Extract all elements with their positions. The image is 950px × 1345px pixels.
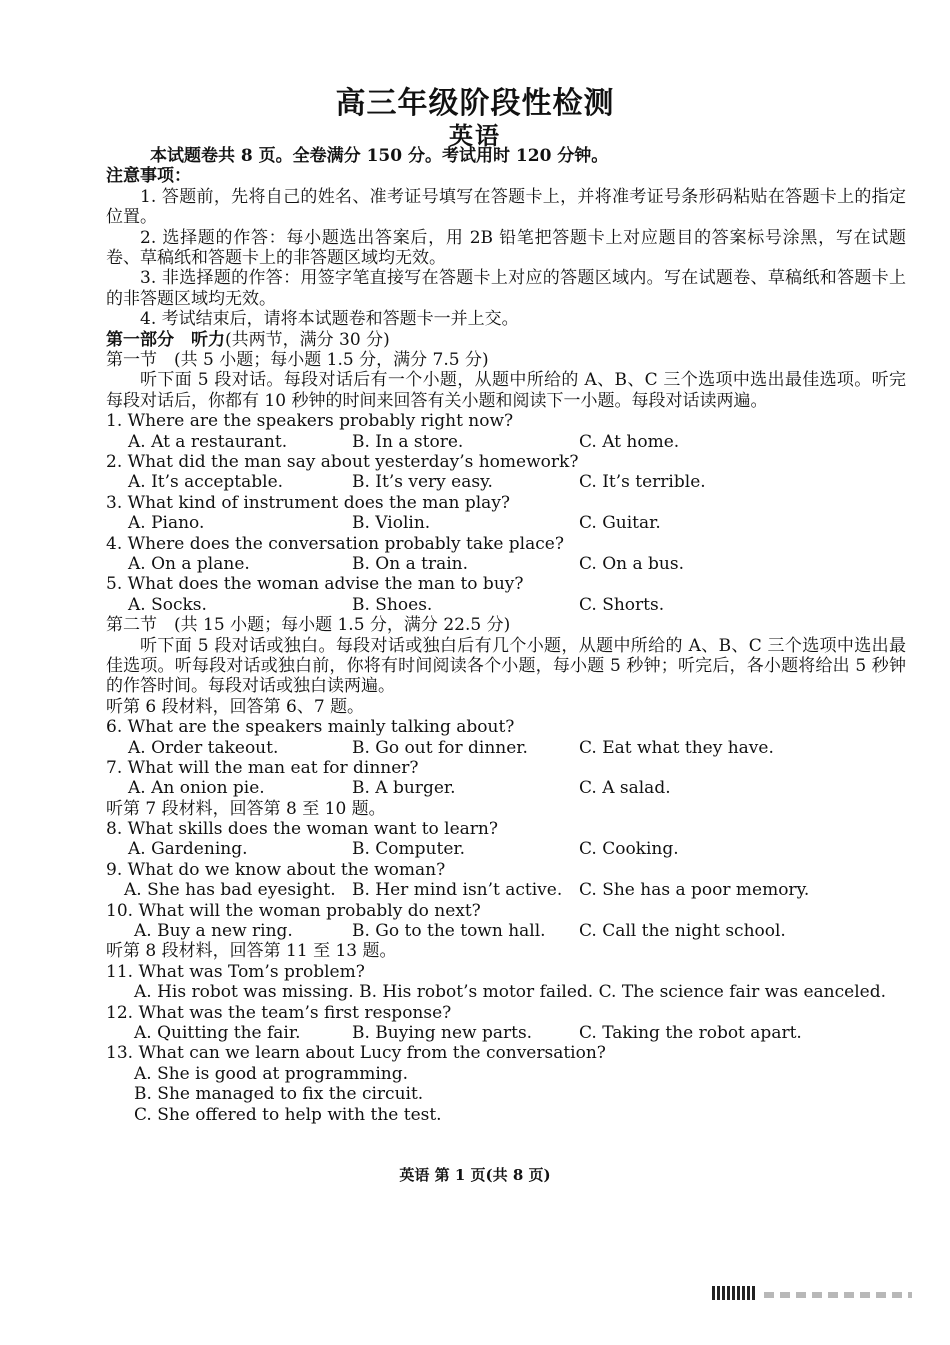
options-row [106,595,906,615]
option-b: B. Computer. [352,839,466,860]
question-text: 7. What will the man eat for dinner? [106,757,419,778]
notice-item: 2. 选择题的作答：每小题选出答案后，用 2B 铅笔把答题卡上对应题目的答案标号涂黑，写在试题卷、草稿纸和答题卡上的非答题区域均无效。 [106,227,906,268]
corner-watermark [712,1286,912,1304]
question-block [106,411,906,452]
question-block [106,1043,906,1125]
option-c: C. A salad. [579,778,671,799]
question-text: 5. What does the woman advise the man to buy? [106,574,524,595]
question-block [106,819,906,860]
question-block [106,758,906,799]
question-block [106,493,906,534]
question-text: 10. What will the woman probably do next? [106,900,481,921]
section1-heading: 第一节 (共 5 小题；每小题 1.5 分，满分 7.5 分) [106,350,489,371]
options-row [106,778,906,798]
option-a: A. Quitting the fair. [134,1022,301,1043]
question-text: 3. What kind of instrument does the man play? [106,492,511,513]
watermark-strip [764,1292,912,1298]
section2-instructions: 听下面 5 段对话或独白。每段对话或独白后有几个小题，从题中所给的 A、B、C 三个选项中选出最佳选项。听每段对话或独白前，你将有时间阅读各个小题，每小题 5 秒钟；听完后，各小题将给出 5 秒钟的作答时间。每段对话或独白读两遍。 [106,635,906,697]
notice-item: 1. 答题前，先将自己的姓名、准考证号填写在答题卡上，并将准考证号条形码粘贴在答题卡上的指定位置。 [106,186,906,228]
option-c: C. On a bus. [579,553,684,574]
question-text: 2. What did the man say about yesterday’s homework? [106,452,579,472]
options-row [106,921,906,941]
option-c: C. Shorts. [579,594,665,615]
exam-title: 高三年级阶段性检测 [335,86,615,121]
option-c: C. She offered to help with the test. [134,1104,442,1125]
part1-label: 第一部分 听力 [106,329,225,350]
question-block [106,901,906,942]
question-block [106,962,906,1003]
material-heading: 听第 7 段材料，回答第 8 至 10 题。 [106,798,386,819]
option-b: B. Shoes. [352,594,433,615]
question-block [106,534,906,575]
options-row [106,472,906,492]
exam-body [106,146,906,1125]
option-c: C. Guitar. [579,513,661,534]
option-b: B. Buying new parts. [352,1022,533,1043]
option-c: C. Cooking. [579,839,679,860]
options-row [106,1023,906,1043]
question-text: 11. What was Tom’s problem? [106,961,365,982]
section1-instructions: 听下面 5 段对话。每段对话后有一个小题，从题中所给的 A、B、C 三个选项中选出最佳选项。听完每段对话后，你都有 10 秒钟的时间来回答有关小题和阅读下一小题。每段对话读两遍。 [106,370,906,411]
option-a: A. At a restaurant. [128,431,288,452]
notice-item: 4. 考试结束后，请将本试题卷和答题卡一并上交。 [140,309,519,330]
question-text: 6. What are the speakers mainly talking about? [106,717,515,738]
option-a: A. Socks. [128,594,207,615]
notice-item: 3. 非选择题的作答：用签字笔直接写在答题卡上对应的答题区域内。写在试题卷、草稿纸和答题卡上的非答题区域均无效。 [106,268,906,309]
option-c: C. It’s terrible. [579,472,706,493]
options-row [106,839,906,859]
option-a: A. An onion pie. [128,778,265,799]
question-text: 8. What skills does the woman want to learn? [106,819,498,840]
option-b: B. In a store. [352,431,464,452]
part1-heading [106,330,906,350]
question-text: 13. What can we learn about Lucy from the conversation? [106,1043,606,1064]
material-heading: 听第 8 段材料，回答第 11 至 13 题。 [106,941,397,962]
option-b: B. A burger. [352,778,456,799]
notice-heading: 注意事项： [106,166,191,187]
page-footer: 英语 第 1 页(共 8 页) [399,1166,551,1184]
question-text: 4. Where does the conversation probably take place? [106,533,564,554]
exam-summary: 本试题卷共 8 页。全卷满分 150 分。考试用时 120 分钟。 [150,146,609,166]
part1-desc: (共两节，满分 30 分) [225,329,390,350]
option-a: A. She is good at programming. [134,1063,409,1084]
option-b: B. She managed to fix the circuit. [134,1084,424,1105]
options-row [106,513,906,533]
option-b: B. It’s very easy. [352,472,493,493]
options-line: A. His robot was missing. B. His robot’s motor failed. C. The science fair was eanceled. [134,982,886,1003]
options-row [106,880,906,900]
option-a: A. On a plane. [128,553,250,574]
option-a: A. Piano. [128,513,205,534]
question-block [106,452,906,493]
options-row [106,432,906,452]
option-a: A. She has bad eyesight. [124,880,336,901]
option-a: A. Buy a new ring. [134,921,293,942]
options-row [106,554,906,574]
option-c: C. Eat what they have. [579,737,774,758]
option-c: C. She has a poor memory. [579,880,810,901]
question-block [106,574,906,615]
question-text: 1. Where are the speakers probably right now? [106,411,514,432]
option-b: B. Go out for dinner. [352,737,528,758]
exam-subject: 英语 [449,121,501,150]
options-row [106,738,906,758]
qr-code-icon [712,1286,756,1300]
option-c: C. Taking the robot apart. [579,1022,802,1043]
material-heading: 听第 6 段材料，回答第 6、7 题。 [106,696,365,717]
question-block [106,1003,906,1044]
option-b: B. On a train. [352,553,469,574]
section2-heading: 第二节 (共 15 小题；每小题 1.5 分，满分 22.5 分) [106,615,511,636]
option-c: C. Call the night school. [579,921,786,942]
option-a: A. Gardening. [128,839,248,860]
question-text: 9. What do we know about the woman? [106,859,446,880]
option-b: B. Violin. [352,513,431,534]
option-b: B. Her mind isn’t active. [352,880,563,901]
option-b: B. Go to the town hall. [352,921,546,942]
option-a: A. Order takeout. [128,737,279,758]
option-c: C. At home. [579,431,680,452]
question-block [106,860,906,901]
question-block [106,717,906,758]
question-text: 12. What was the team’s first response? [106,1002,452,1023]
option-a: A. It’s acceptable. [128,472,284,493]
